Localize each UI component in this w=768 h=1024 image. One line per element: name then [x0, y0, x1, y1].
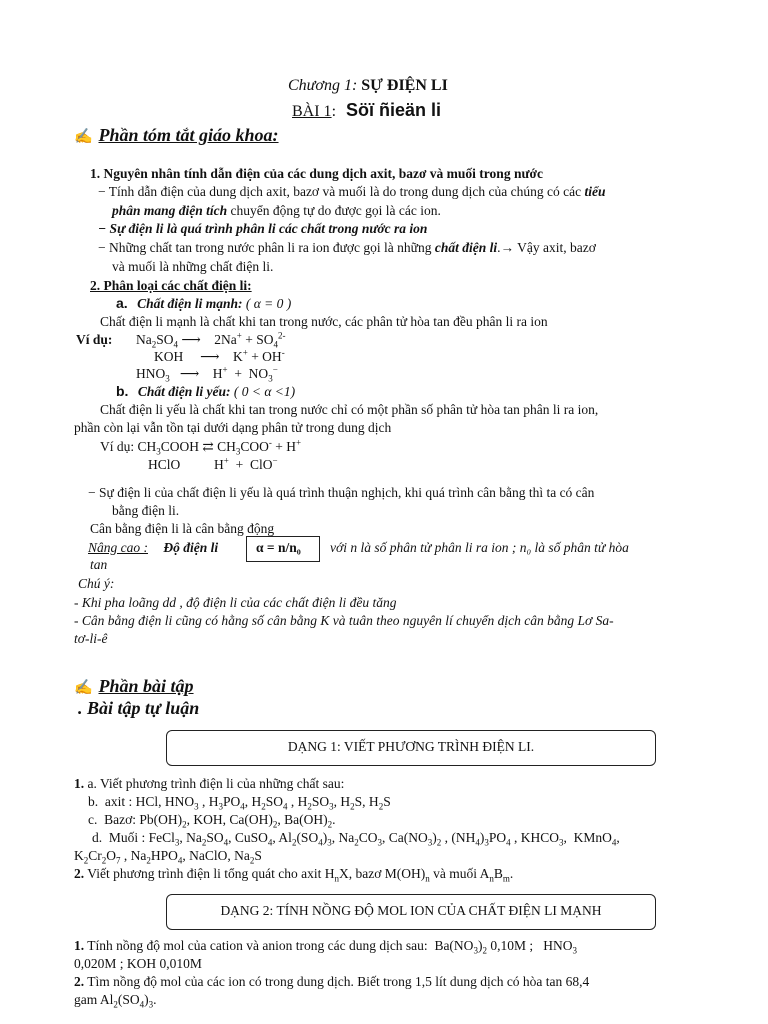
- dang1-title: DẠNG 1: VIẾT PHƯƠNG TRÌNH ĐIỆN LI.: [287, 739, 535, 754]
- exercise4-cont: gam $Al_2(SO_4)_3$.: [74, 992, 157, 1010]
- exercise3-text: Tính nồng độ mol của cation và anion trong các dung dịch sau:: [87, 938, 428, 953]
- section1-bullet1: [98, 184, 606, 200]
- equation-na2so4: $Na_2SO_4$ ⟶ $2Na^+ + SO_4^{2-}$: [136, 330, 286, 350]
- item-b-alpha: ( 0 < α <1): [233, 384, 296, 399]
- equation-hclo: HClO H+ + ClO−: [148, 455, 278, 472]
- equilibrium-line: Cân bằng điện li là cân bằng động: [90, 521, 275, 536]
- chapter-name: SỰ ĐIỆN LI: [361, 77, 448, 94]
- note3: tơ-li-ê: [74, 631, 108, 646]
- bullet3-tail: .→ Vậy axit, bazơ: [497, 240, 596, 255]
- section2-heading: 2. Phân loại các chất điện li:: [90, 278, 252, 293]
- advanced-line: [88, 540, 218, 556]
- exercise2: 2. Viết phương trình điện li tổng quát cho axit $H_nX$, bazơ $M(OH)_n$ và muối $A_nB_m$.: [74, 866, 514, 884]
- degree-formula: α = n/n₀: [256, 540, 301, 555]
- item-a-title: Chất điện li mạnh:: [137, 296, 243, 311]
- lesson-title: BÀI 1: Söï ñieän li: [292, 100, 442, 120]
- section1-heading: 1. Nguyên nhân tính dẫn điện của các dung dịch axit, bazơ và muối trong nước: [90, 166, 544, 181]
- note-label: Chú ý:: [78, 576, 115, 591]
- chapter-title: [288, 76, 448, 96]
- exercise3: 1. Tính nồng độ mol của cation và anion trong các dung dịch sau: $Ba(NO_3)_2$ 0,10M ; $HNO_3$: [74, 938, 577, 956]
- section1-bullet3-cont: và muối là những chất điện li.: [112, 259, 274, 274]
- weak-electrolyte-def1: Chất điện li yếu là chất khi tan trong nước chỉ có một phần số phân tử hòa tan phân li ra ion,: [100, 402, 599, 417]
- lesson-name: Söï ñieän li: [346, 100, 442, 120]
- section1-bullet1-cont: [112, 203, 441, 219]
- exercise1-d: d. Muối : FeCl$_3$, $Na_2SO_4$, CuSO$_4$, $Al_2(SO_4)_3$, $Na_2CO_3$, $Ca(NO_3)_2$ , $(NH_4)_3PO_4$ , $KHCO_3$, KMnO$_4$,: [92, 830, 620, 848]
- note1: - Khi pha loãng dd , độ điện li của các chất điện li đều tăng: [74, 595, 397, 610]
- lesson-prefix: BÀI 1: [292, 103, 332, 120]
- item-a-alpha: ( α = 0 ): [245, 296, 292, 311]
- equation-hno3: $HNO_3$ ⟶ $H^+ + NO_3^-$: [136, 364, 278, 384]
- note2: - Cân bằng điện li cũng có hằng số cân bằng K và tuân theo nguyên lí chuyển dịch cân bằng Lơ Sa-: [74, 613, 614, 628]
- self-study-heading: . Bài tập tự luận: [78, 698, 200, 718]
- example-label: Ví dụ:: [76, 332, 113, 347]
- strong-electrolyte-def: Chất điện li mạnh là chất khi tan trong nước, các phân tử hòa tan đều phân li ra ion: [100, 314, 548, 329]
- item-b-label: b.: [116, 383, 129, 399]
- dang2-title: DẠNG 2: TÍNH NỒNG ĐỘ MOL ION CỦA CHẤT ĐIỆN LI MẠNH: [220, 903, 602, 918]
- exercise3-num: 1.: [74, 938, 85, 953]
- exercise3-cont: 0,020M ; KOH 0,010M: [74, 956, 202, 971]
- equation-ch3cooh: Ví dụ: $CH_3COOH$ ⇄ $CH_3COO^- + H^+$: [100, 437, 302, 457]
- bullet1-emph: tiểu: [584, 184, 606, 199]
- weak-example-label: Ví dụ:: [100, 439, 135, 454]
- bullet1-emph2: phân mang điện tích: [112, 203, 228, 218]
- bullet1-text: − Tính dẫn điện của dung dịch axit, bazơ và muối là do trong dung dịch của chúng có các: [98, 184, 582, 199]
- weak-bullet1: − Sự điện li của chất điện li yếu là quá trình thuận nghịch, khi quá trình cân bằng thì ta có cân: [88, 485, 595, 500]
- writing-hand-icon: ✍: [74, 680, 93, 696]
- bullet3-emph: chất điện li: [434, 240, 498, 255]
- exercise2-num: 2.: [74, 866, 85, 881]
- exercise-heading-text: Phần bài tập: [98, 676, 194, 696]
- section1-bullet2: − Sự điện li là quá trình phân li các chất trong nước ra ion: [98, 221, 428, 236]
- exercise1-num: 1.: [74, 776, 85, 791]
- advanced-label: Nâng cao :: [88, 540, 148, 555]
- summary-heading-text: Phần tóm tắt giáo khoa:: [98, 125, 279, 145]
- degree-desc2: tan: [90, 557, 108, 572]
- exercise1-c: c. Bazơ: $Pb(OH)_2$, KOH, $Ca(OH)_2$, $Ba(OH)_2$.: [88, 812, 336, 830]
- exercise4-num: 2.: [74, 974, 85, 989]
- degree-desc1: với n là số phân tử phân li ra ion ; n₀ là số phân tử hòa: [330, 540, 629, 555]
- item-b-title: Chất điện li yếu:: [137, 384, 231, 399]
- exercise-heading: [74, 676, 194, 698]
- section1-bullet3: [98, 240, 596, 256]
- exercise1-a: [74, 776, 344, 792]
- exercise1-b: b. axit : HCl, $HNO_3$ , $H_3PO_4$, $H_2SO_4$ , $H_2SO_3$, $H_2S$, $H_2S$: [88, 794, 391, 812]
- equation-koh: KOH ⟶ K+ + OH-: [154, 347, 285, 364]
- item-a-label: a.: [116, 295, 128, 311]
- weak-electrolyte-title: [116, 383, 295, 400]
- strong-electrolyte-title: [116, 295, 291, 312]
- exercise1-a-text: a. Viết phương trình điện li của những chất sau:: [87, 776, 345, 791]
- exercise4-text: Tìm nồng độ mol của các ion có trong dung dịch. Biết trong 1,5 lít dung dịch có hòa tan 68,4: [87, 974, 590, 989]
- weak-bullet2: bằng điện li.: [112, 503, 180, 518]
- summary-heading: [74, 125, 279, 147]
- weak-electrolyte-def2: phần còn lại vẫn tồn tại dưới dạng phân tử trong dung dịch: [74, 420, 392, 435]
- bullet1-text2: chuyển động tự do được gọi là các ion.: [230, 203, 441, 218]
- degree-label: Độ điện li: [163, 540, 219, 555]
- chapter-prefix: Chương 1:: [288, 77, 358, 94]
- exercise4: [74, 974, 589, 990]
- writing-hand-icon: ✍: [74, 129, 93, 145]
- bullet3-text: − Những chất tan trong nước phân li ra ion được gọi là những: [98, 240, 432, 255]
- exercise1-d-cont: $K_2Cr_2O_7$ , $Na_2HPO_4$, NaClO, $Na_2S$: [74, 848, 262, 866]
- exercise2-text: Viết phương trình điện li tổng quát cho axit: [87, 866, 322, 881]
